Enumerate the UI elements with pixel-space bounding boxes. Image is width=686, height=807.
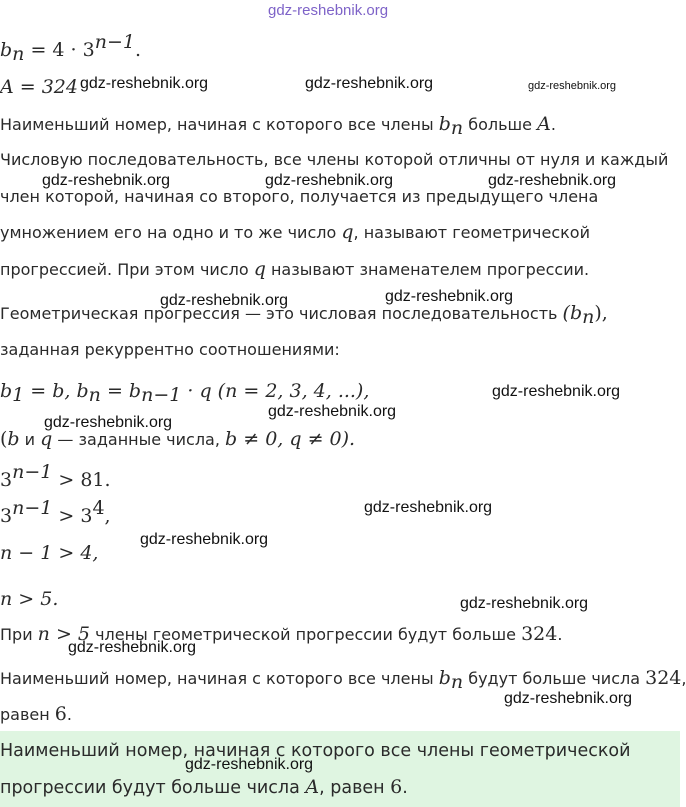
definition-line-1: Числовую последовательность, все члены которой отличны от нуля и каждый: [0, 150, 669, 169]
watermark: gdz-reshebnik.org: [364, 499, 493, 516]
task-text: Наименьший номер, начиная с которого все члены $b_n$ больше A.: [0, 113, 556, 139]
answer-line-2: прогрессии будут больше числа A, равен 6.: [0, 776, 408, 798]
formula-A: A = 324: [0, 76, 78, 98]
watermark: gdz-reshebnik.org: [492, 383, 621, 400]
formula-bn: $b_n = 4 \cdot 3^{n-1}$.: [0, 31, 142, 65]
definition-line-2: член которой, начиная со второго, получается из предыдущего члена: [0, 187, 599, 206]
definition-line-4: прогрессией. При этом число q называют знаменателем прогрессии.: [0, 258, 590, 280]
conclusion2-line-1: Наименьший номер, начиная с которого все члены $b_n$ будут больше числа 324,: [0, 667, 686, 693]
watermark: gdz-reshebnik.org: [528, 80, 617, 92]
step-2: $3^{n-1} > 3^4$,: [0, 497, 111, 527]
step-3: n − 1 > 4,: [0, 542, 99, 564]
geo-line-1: Геометрическая прогрессия — это числовая последовательность $(b_n)$,: [0, 302, 608, 328]
recurrence-formula: $b_1 = b$, $b_n = b_{n-1} \cdot q$ (n = 2, 3, 4, ...),: [0, 380, 370, 406]
watermark: gdz-reshebnik.org: [185, 756, 314, 773]
step-1: $3^{n-1} > 81$.: [0, 461, 111, 491]
watermark: gdz-reshebnik.org: [44, 414, 173, 431]
watermark: gdz-reshebnik.org: [504, 690, 633, 707]
watermark: gdz-reshebnik.org: [268, 403, 397, 420]
watermark: gdz-reshebnik.org: [460, 595, 589, 612]
conclusion2-line-2: равен 6.: [0, 703, 72, 725]
conclusion-line: При n > 5 члены геометрической прогрессии будут больше 324.: [0, 623, 563, 645]
watermark: gdz-reshebnik.org: [160, 292, 289, 309]
watermark: gdz-reshebnik.org: [265, 172, 394, 189]
recurrence-note: (b и q — заданные числа, b ≠ 0, q ≠ 0).: [0, 428, 356, 450]
geo-line-2: заданная рекуррентно соотношениями:: [0, 340, 340, 359]
step-4: n > 5.: [0, 588, 59, 610]
watermark: gdz-reshebnik.org: [42, 172, 171, 189]
watermark: gdz-reshebnik.org: [385, 288, 514, 305]
answer-line-1: Наименьший номер, начиная с которого все члены геометрической: [0, 741, 631, 761]
watermark: gdz-reshebnik.org: [140, 531, 269, 548]
definition-line-3: умножением его на одно и то же число q, называют геометрической: [0, 221, 590, 243]
watermark: gdz-reshebnik.org: [488, 172, 617, 189]
watermark: gdz-reshebnik.org: [68, 639, 197, 656]
answer-box: [0, 731, 680, 807]
watermark: gdz-reshebnik.org: [80, 75, 209, 92]
watermark-top: gdz-reshebnik.org: [268, 2, 389, 19]
watermark: gdz-reshebnik.org: [305, 75, 434, 92]
